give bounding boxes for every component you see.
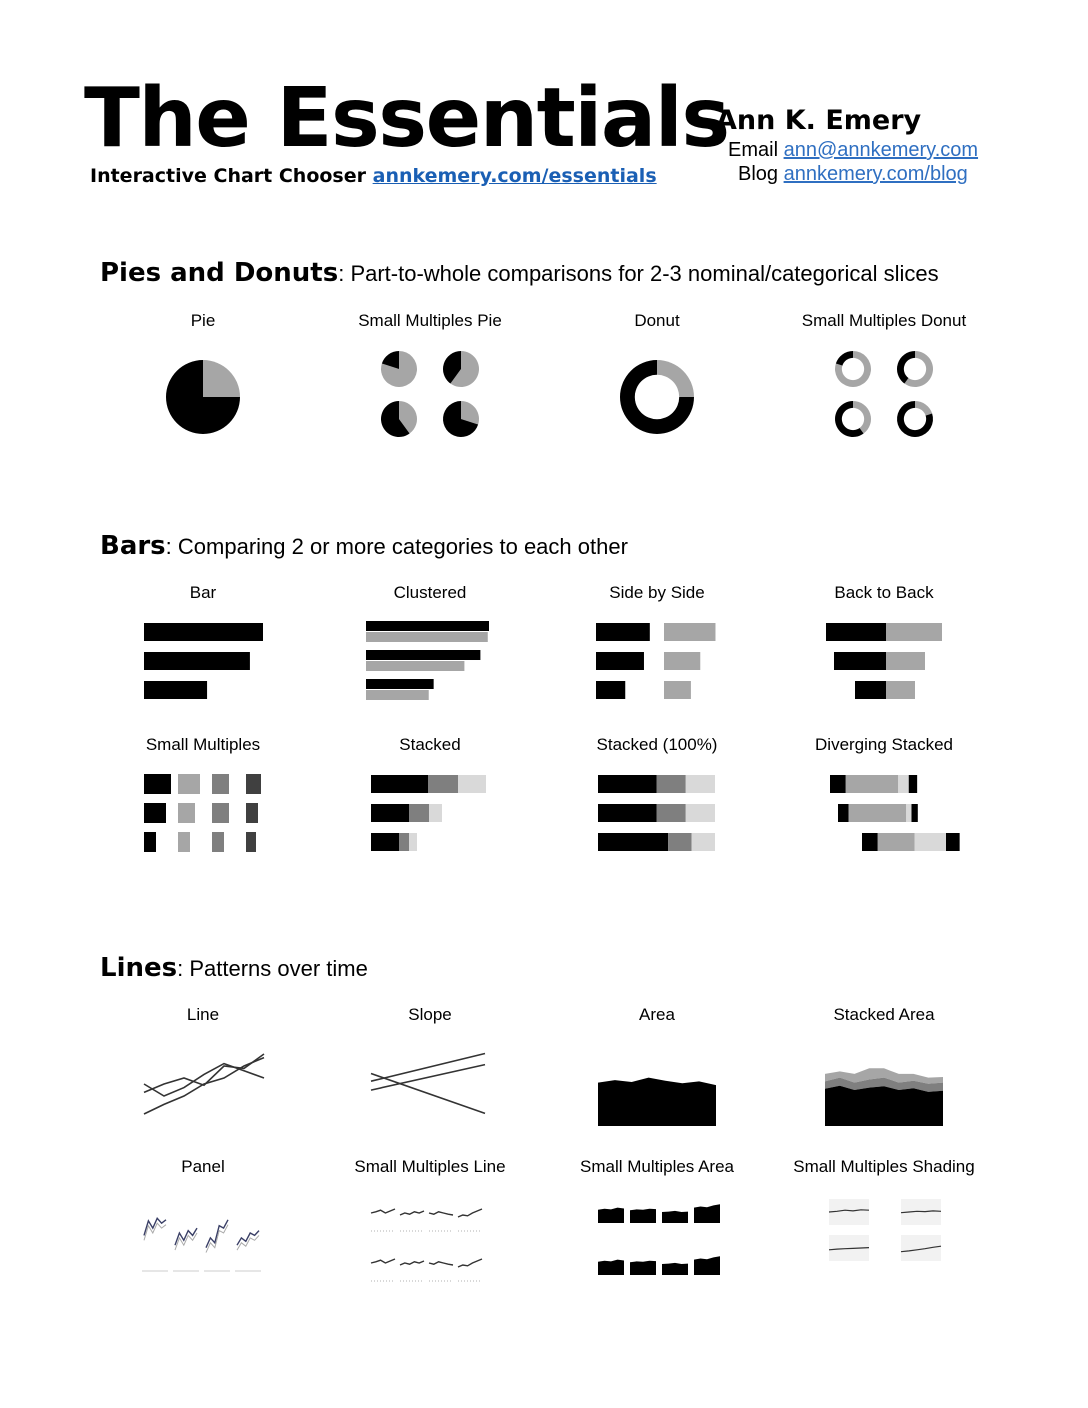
chart-label-small-multiples-area: Small Multiples Area (579, 1157, 734, 1176)
stacked-bar-segment (371, 833, 399, 851)
chart-label-slope: Slope (408, 1005, 452, 1024)
chart-label-stacked-100: Stacked (100%) (596, 735, 718, 754)
small-multiple-bar (144, 803, 166, 823)
back-bar-right (886, 652, 925, 670)
small-multiple-line (400, 1261, 424, 1265)
back-to-back-bar-thumbnail (822, 616, 952, 706)
stacked100-bar-segment (598, 775, 657, 793)
small-multiple-bar (212, 803, 229, 823)
chart-label-small-multiples-pie: Small Multiples Pie (358, 311, 502, 330)
diverging-bar-segment (915, 833, 947, 851)
back-bar-right (886, 623, 942, 641)
bar (144, 652, 250, 670)
stacked100-bar-segment (598, 833, 668, 851)
small-multiple-area (662, 1263, 688, 1275)
diverging-bar-segment (846, 775, 899, 793)
diverging-bar-segment (849, 804, 907, 822)
small-multiple-bar (246, 774, 261, 794)
stacked-bar-segment (458, 775, 486, 793)
diverging-bar-segment (838, 804, 849, 822)
line-series (144, 1054, 264, 1092)
small-multiple-area (598, 1260, 624, 1275)
bar-chart-thumbnail (140, 616, 270, 706)
small-multiple-bar (246, 803, 258, 823)
small-multiple-bar (178, 774, 200, 794)
chart-label-back-to-back: Back to Back (834, 583, 934, 602)
diverging-bar-segment (878, 833, 915, 851)
small-multiple-line (371, 1259, 395, 1263)
side-bar (596, 623, 650, 641)
small-multiple-area (694, 1256, 720, 1275)
stacked-100-bar-thumbnail (594, 768, 724, 858)
clustered-bar (366, 661, 464, 671)
side-bar (596, 652, 644, 670)
small-multiple-bar (178, 803, 195, 823)
stacked-bar-thumbnail (367, 768, 497, 858)
small-multiple-line (400, 1211, 424, 1215)
small-multiples-area-thumbnail (594, 1195, 724, 1285)
diverging-bar-segment (862, 833, 878, 851)
section-bars-heading (100, 531, 628, 561)
diverging-bar-segment (912, 804, 918, 822)
shading-band (901, 1235, 941, 1261)
small-multiple-area (630, 1261, 656, 1275)
small-multiple-bar (144, 832, 156, 852)
stacked-bar-segment (428, 775, 458, 793)
chart-label-pie: Pie (190, 311, 216, 330)
small-multiples-shading-thumbnail (821, 1195, 951, 1285)
essentials-link[interactable]: annkemery.com/essentials (372, 165, 657, 187)
page-title: The Essentials (84, 71, 729, 166)
stacked100-bar-segment (686, 804, 715, 822)
slope-line (371, 1074, 485, 1114)
clustered-bar (366, 621, 489, 631)
back-bar-right (886, 681, 915, 699)
back-bar-left (855, 681, 886, 699)
small-multiple-bar (246, 832, 256, 852)
small-multiple-bar (144, 774, 171, 794)
bar (144, 681, 207, 699)
email-row (728, 139, 978, 162)
diverging-stacked-bar-thumbnail (826, 768, 956, 858)
subtitle-text: Interactive Chart Chooser (90, 165, 373, 187)
small-donut-hole (904, 358, 926, 380)
small-multiple-bar (212, 774, 229, 794)
chart-label-small-multiples: Small Multiples (145, 735, 261, 754)
small-multiple-area (662, 1211, 688, 1223)
clustered-bar (366, 690, 429, 700)
pie-slice (203, 360, 240, 397)
side-bar (664, 623, 715, 641)
email-link[interactable]: ann@annkemery.com (783, 139, 979, 161)
side-by-side-bar-thumbnail (592, 616, 722, 706)
section-lines-heading (100, 953, 368, 983)
small-multiple-line (429, 1212, 453, 1215)
section-bars-title: Bars (100, 531, 166, 561)
diverging-bar-segment (830, 775, 846, 793)
side-bar (596, 681, 625, 699)
stacked100-bar-segment (668, 833, 691, 851)
line-series (144, 1064, 264, 1096)
panel-line (206, 1220, 228, 1248)
side-bar (664, 652, 700, 670)
small-multiples-line-thumbnail (367, 1195, 497, 1285)
back-bar-left (826, 623, 886, 641)
clustered-bar (366, 650, 480, 660)
side-bar (664, 681, 691, 699)
panel-line (175, 1228, 197, 1245)
chart-label-bar: Bar (189, 583, 217, 602)
chart-label-small-multiples-donut: Small Multiples Donut (801, 311, 967, 330)
blog-row (738, 163, 968, 186)
clustered-bar (366, 632, 488, 642)
subtitle (90, 165, 657, 187)
small-multiple-line (429, 1262, 453, 1265)
blog-link[interactable]: annkemery.com/blog (783, 163, 968, 185)
chart-label-stacked: Stacked (399, 735, 461, 754)
section-bars-description: : Comparing 2 or more categories to each other (165, 534, 628, 559)
pie-chart-thumbnail (143, 340, 263, 460)
section-pies-description: : Part-to-whole comparisons for 2-3 nominal/categorical slices (338, 261, 939, 286)
stacked100-bar-segment (657, 804, 686, 822)
back-bar-left (834, 652, 886, 670)
diverging-bar-segment (906, 804, 911, 822)
chart-label-diverging-stacked: Diverging Stacked (815, 735, 953, 754)
small-donut-hole (842, 408, 864, 430)
stacked-bar-segment (371, 775, 428, 793)
small-donut-hole (904, 408, 926, 430)
section-pies-title: Pies and Donuts (100, 258, 339, 288)
stacked-bar-segment (399, 833, 409, 851)
section-lines-title: Lines (100, 953, 178, 983)
chart-label-small-multiples-shading: Small Multiples Shading (793, 1157, 975, 1176)
stacked100-bar-segment (657, 775, 686, 793)
section-lines-description: : Patterns over time (177, 956, 368, 981)
small-multiple-area (630, 1209, 656, 1223)
small-multiple-line (458, 1259, 482, 1267)
small-multiples-pie-thumbnail (370, 340, 490, 460)
small-multiple-bar (212, 832, 224, 852)
line-chart-thumbnail (140, 1042, 270, 1132)
diverging-bar-segment (898, 775, 909, 793)
area-shape (598, 1078, 716, 1126)
chart-label-area: Area (639, 1005, 675, 1024)
donut-chart-thumbnail (597, 340, 717, 460)
stacked-area-thumbnail (821, 1042, 951, 1132)
email-label: Email (728, 139, 784, 161)
stacked-bar-segment (409, 833, 417, 851)
area-chart-thumbnail (594, 1042, 724, 1132)
small-multiple-area (598, 1208, 624, 1223)
chart-label-donut: Donut (634, 311, 680, 330)
stacked100-bar-segment (692, 833, 715, 851)
diverging-bar-segment (909, 775, 917, 793)
chart-label-stacked-area: Stacked Area (833, 1005, 935, 1024)
small-multiple-area (694, 1204, 720, 1223)
author-name: Ann K. Emery (716, 105, 922, 136)
bar (144, 623, 263, 641)
chart-label-small-multiples-line: Small Multiples Line (354, 1157, 506, 1176)
stacked100-bar-segment (686, 775, 715, 793)
stacked-bar-segment (409, 804, 429, 822)
slope-chart-thumbnail (367, 1042, 497, 1132)
small-multiple-line (371, 1209, 395, 1213)
small-multiple-bar (178, 832, 190, 852)
chart-label-panel: Panel (181, 1157, 225, 1176)
panel-chart-thumbnail (140, 1195, 270, 1285)
section-pies-heading (100, 258, 939, 288)
small-donut-hole (842, 358, 864, 380)
stacked100-bar-segment (598, 804, 657, 822)
stacked-bar-segment (429, 804, 442, 822)
chart-label-line: Line (186, 1005, 220, 1024)
diverging-bar-segment (946, 833, 960, 851)
clustered-bar-thumbnail (362, 616, 492, 706)
small-multiples-bar-thumbnail (140, 768, 270, 858)
clustered-bar (366, 679, 434, 689)
small-multiples-donut-thumbnail (824, 340, 944, 460)
chart-label-side-by-side: Side by Side (609, 583, 705, 602)
stacked-bar-segment (371, 804, 409, 822)
stacked-area-layer (825, 1086, 943, 1126)
chart-label-clustered: Clustered (393, 583, 467, 602)
blog-label: Blog (738, 163, 784, 185)
small-multiple-line (458, 1209, 482, 1217)
donut-hole (635, 375, 679, 419)
